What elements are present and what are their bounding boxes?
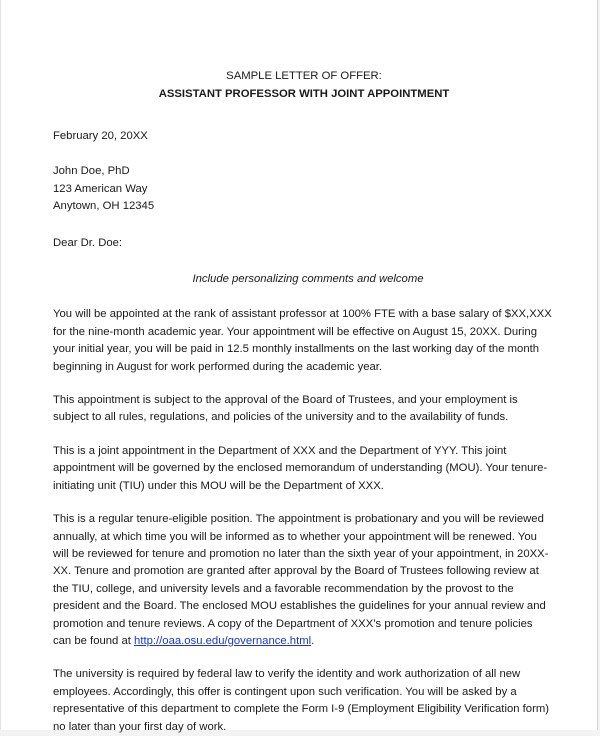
tenure-text: This is a regular tenure-eligible position. The appointment is probationary and you will be reviewed annually, at which time you will be informed as to whether your appointment will be renewed. You will be reviewed for tenure and promotion no later than the sixth year of your appointment, in 20XX-XX. Tenure and promotion are granted after approval by the Board of Trustees following review at the TIU, college, and university levels and a favorable recommendation by the provost to the president and the Board. The enclosed MOU establishes the guidelines for your annual review and promotion and tenure reviews. A copy of the Department of XXX’s promotion and tenure policies can be found at: [53, 513, 549, 647]
letter-body: [53, 128, 553, 736]
paragraph-approval: This appointment is subject to the approval of the Board of Trustees, and your employment is subject to all rules, regulations, and policies of the university and to the availability of funds.: [53, 394, 518, 424]
salutation: Dear Dr. Doe:: [53, 236, 123, 249]
paragraph-joint-appointment: This is a joint appointment in the Department of XXX and the Department of YYY. This joint appointment will be governed by the enclosed memorandum of understanding (MOU). Your tenure-initiating unit (TIU) under this MOU will be the Department of XXX.: [53, 444, 548, 492]
tenure-end: .: [311, 634, 315, 647]
address-line: Anytown, OH 12345: [53, 200, 155, 213]
recipient-address: [53, 163, 553, 215]
header-title: ASSISTANT PROFESSOR WITH JOINT APPOINTMENT: [158, 88, 450, 100]
paragraph-verification: The university is required by federal law to verify the identity and work authorization of all new employees. Accordingly, this offer is contingent upon such verification. You will be asked by a representative of this department to complete the Form I-9 (Employment Eligibility Verification form) no later than your first day of work.: [53, 668, 550, 733]
letter-date: February 20, 20XX: [53, 130, 148, 142]
personalization-note: Include personalizing comments and welcome: [192, 273, 424, 286]
paragraph-appointment-rank: You will be appointed at the rank of assistant professor at 100% FTE with a base salary of $XX,XXX for the nine-month academic year. Your appointment will be effective on August 15, 20XX. During your initial year, you will be paid in 12.5 monthly installments on the last working day of the month beginning in August for work performed during the academic year.: [53, 308, 552, 373]
paragraph-tenure: [53, 511, 553, 650]
letter-header: [1, 67, 597, 103]
address-line: John Doe, PhD: [53, 165, 130, 178]
address-line: 123 American Way: [53, 182, 148, 195]
governance-link[interactable]: http://oaa.osu.edu/governance.html: [134, 634, 312, 647]
header-subtitle: SAMPLE LETTER OF OFFER:: [226, 70, 382, 82]
